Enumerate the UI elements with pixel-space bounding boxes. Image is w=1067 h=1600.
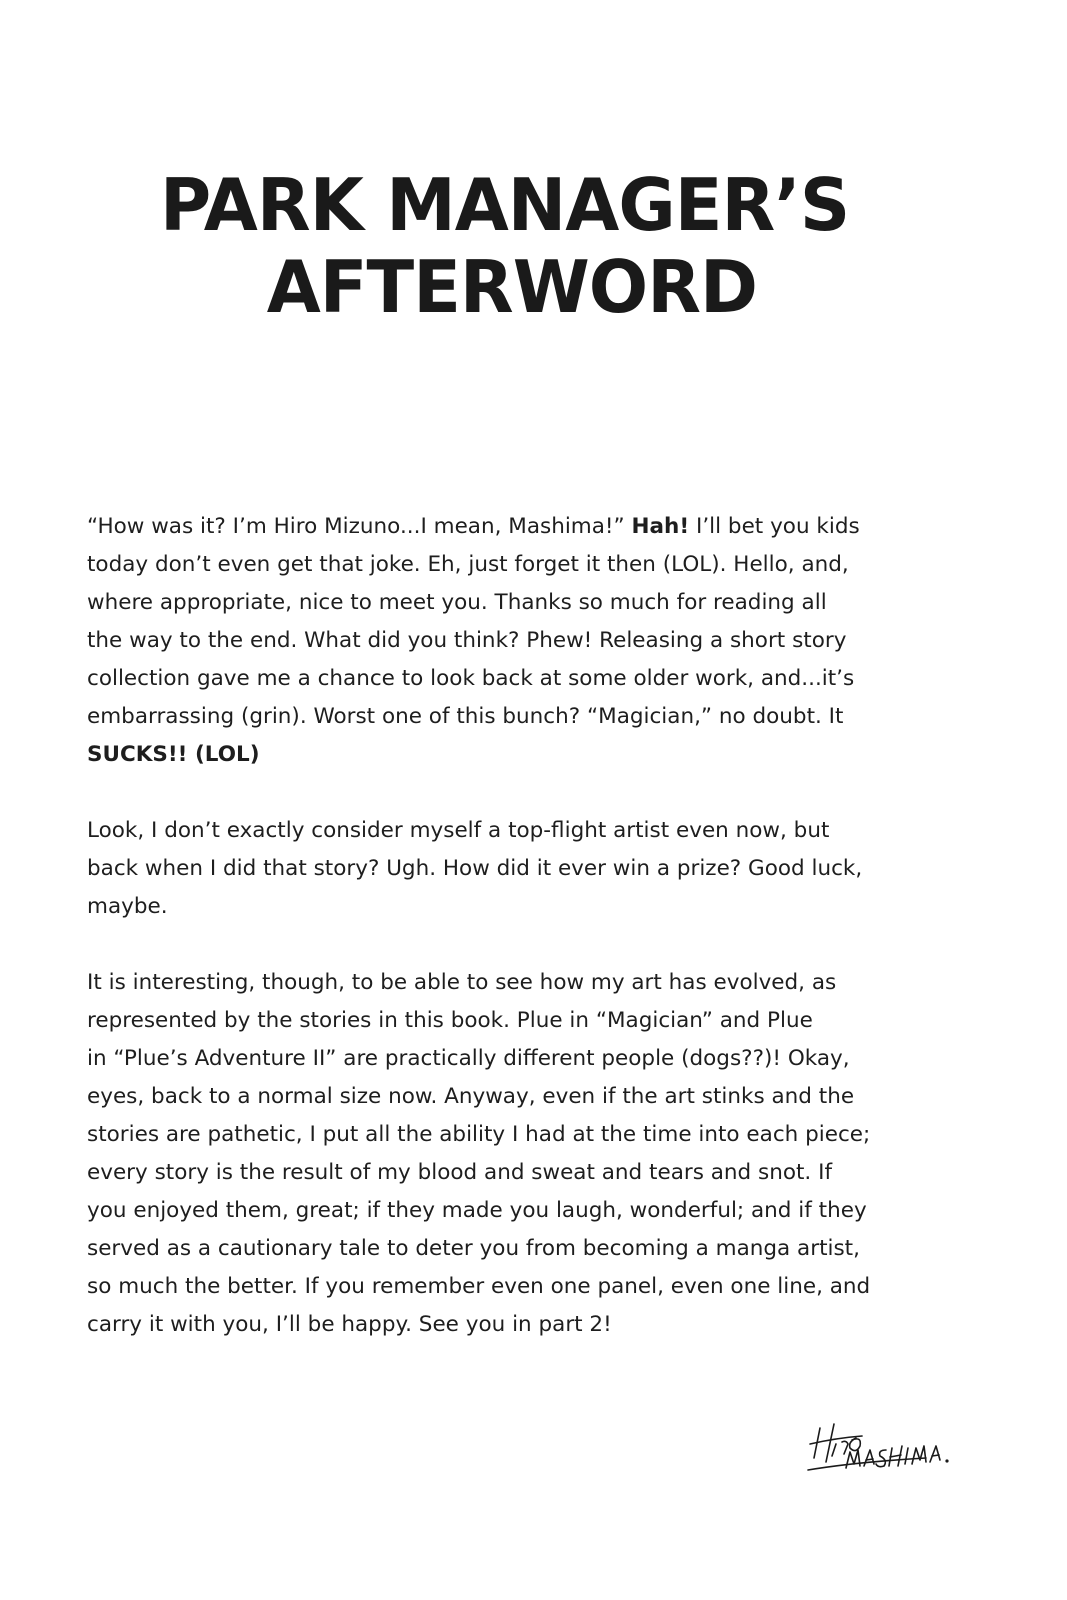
title-line-1: PARK MANAGER’S	[160, 163, 850, 247]
paragraph-3-line-10: carry it with you, I’ll be happy. See you in part 2!	[87, 1312, 612, 1337]
paragraph-2-line-2: back when I did that story? Ugh. How did it ever win a prize? Good luck,	[87, 856, 863, 881]
paragraph-3	[87, 964, 987, 1344]
paragraph-2-line-1: Look, I don’t exactly consider myself a top-flight artist even now, but	[87, 818, 830, 843]
paragraph-3-line-2: represented by the stories in this book. Plue in “Magician” and Plue	[87, 1008, 813, 1033]
paragraph-3-line-5: stories are pathetic, I put all the ability I had at the time into each piece;	[87, 1122, 871, 1147]
afterword-body	[87, 508, 987, 1382]
paragraph-3-line-7: you enjoyed them, great; if they made you laugh, wonderful; and if they	[87, 1198, 867, 1223]
paragraph-3-line-3: in “Plue’s Adventure II” are practically different people (dogs??)! Okay,	[87, 1046, 850, 1071]
paragraph-1	[87, 508, 987, 774]
paragraph-1-line-7: SUCKS!! (LOL)	[87, 742, 260, 767]
paragraph-3-line-4: eyes, back to a normal size now. Anyway, even if the art stinks and the	[87, 1084, 855, 1109]
paragraph-3-line-9: so much the better. If you remember even one panel, even one line, and	[87, 1274, 871, 1299]
paragraph-2-line-3: maybe.	[87, 894, 168, 919]
paragraph-1-line-4: the way to the end. What did you think? Phew! Releasing a short story	[87, 628, 847, 653]
paragraph-3-line-8: served as a cautionary tale to deter you from becoming a manga artist,	[87, 1236, 860, 1261]
paragraph-1-line-6: embarrassing (grin). Worst one of this bunch? “Magician,” no doubt. It	[87, 704, 844, 729]
paragraph-3-line-6: every story is the result of my blood and sweat and tears and snot. If	[87, 1160, 833, 1185]
text-run: I’ll bet you kids	[689, 514, 860, 539]
paragraph-1-line-5: collection gave me a chance to look back at some older work, and...it’s	[87, 666, 855, 691]
paragraph-2	[87, 812, 987, 926]
page-title	[160, 164, 955, 328]
text-run: “How was it? I’m Hiro Mizuno...I mean, Mashima!”	[87, 514, 632, 539]
emphasis-hah: Hah!	[631, 514, 690, 539]
paragraph-1-line-3: where appropriate, nice to meet you. Thanks so much for reading all	[87, 590, 827, 615]
signature	[806, 1418, 956, 1480]
title-line-2: AFTERWORD	[266, 245, 758, 329]
paragraph-1-line-2: today don’t even get that joke. Eh, just forget it then (LOL). Hello, and,	[87, 552, 849, 577]
paragraph-3-line-1: It is interesting, though, to be able to see how my art has evolved, as	[87, 970, 837, 995]
paragraph-1-line-1	[87, 508, 987, 546]
